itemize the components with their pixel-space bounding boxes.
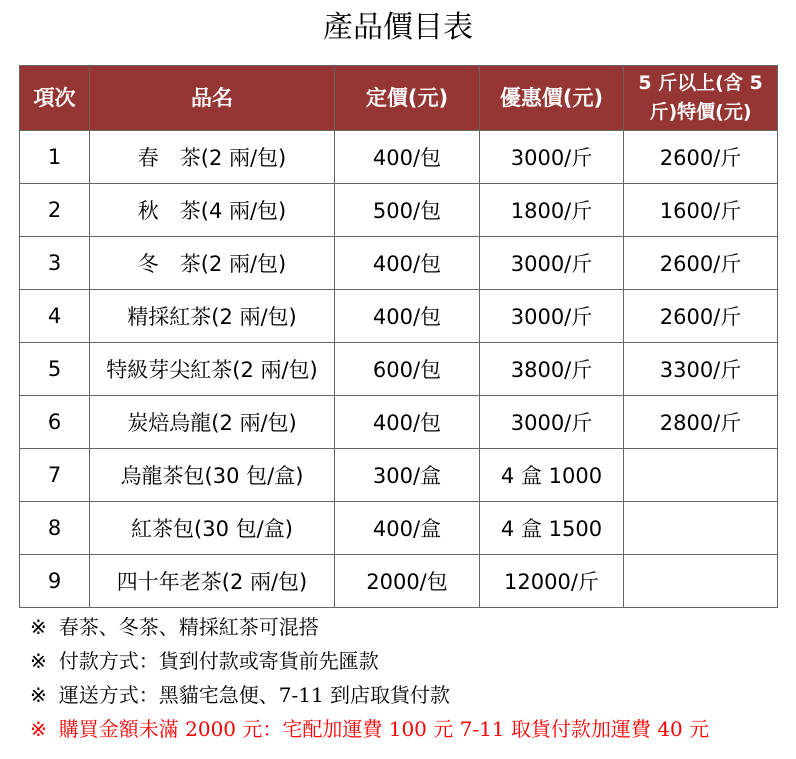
discount-price: 1800/斤 (480, 184, 624, 237)
product-name: 春 茶(2 兩/包) (90, 131, 335, 184)
product-name: 紅茶包(30 包/盒) (90, 502, 335, 555)
list-price: 600/包 (335, 343, 480, 396)
item-no: 9 (20, 555, 90, 608)
discount-price: 3000/斤 (480, 290, 624, 343)
item-no: 4 (20, 290, 90, 343)
list-price: 400/盒 (335, 502, 480, 555)
product-name: 秋 茶(4 兩/包) (90, 184, 335, 237)
page-title: 產品價目表 (323, 10, 473, 45)
discount-price: 4 盒 1000 (480, 449, 624, 502)
item-no: 3 (20, 237, 90, 290)
note-text: 運送方式：黑貓宅急便、7-11 到店取貨付款 (58, 683, 451, 707)
reference-mark: ※ (30, 683, 47, 707)
discount-price: 4 盒 1500 (480, 502, 624, 555)
item-no: 8 (20, 502, 90, 555)
discount-price: 3000/斤 (480, 396, 624, 449)
note-text: 付款方式：貨到付款或寄貨前先匯款 (58, 649, 379, 673)
product-name: 四十年老茶(2 兩/包) (90, 555, 335, 608)
table-row (20, 396, 778, 449)
list-price: 2000/包 (335, 555, 480, 608)
discount-price: 3800/斤 (480, 343, 624, 396)
list-price: 400/包 (335, 237, 480, 290)
header-list-price: 定價(元) (335, 66, 480, 131)
header-discount-price: 優惠價(元) (480, 66, 624, 131)
table-row (20, 555, 778, 608)
product-name: 冬 茶(2 兩/包) (90, 237, 335, 290)
item-no: 6 (20, 396, 90, 449)
reference-mark: ※ (30, 649, 47, 673)
discount-price: 12000/斤 (480, 555, 624, 608)
item-no: 7 (20, 449, 90, 502)
table-row (20, 502, 778, 555)
product-name: 特級芽尖紅茶(2 兩/包) (90, 343, 335, 396)
table-row (20, 184, 778, 237)
note-text: 購買金額未滿 2000 元：宅配加運費 100 元 7-11 取貨付款加運費 40 元 (58, 717, 710, 741)
note-text: 春茶、冬茶、精採紅茶可混搭 (58, 615, 319, 639)
header-name: 品名 (90, 66, 335, 131)
table-row (20, 343, 778, 396)
list-price: 400/包 (335, 290, 480, 343)
discount-price: 3000/斤 (480, 237, 624, 290)
product-name: 炭焙烏龍(2 兩/包) (90, 396, 335, 449)
table-row (20, 290, 778, 343)
product-name: 烏龍茶包(30 包/盒) (90, 449, 335, 502)
list-price: 400/包 (335, 396, 480, 449)
list-price: 300/盒 (335, 449, 480, 502)
note-shipping-fee (30, 712, 709, 746)
special-price: 1600/斤 (624, 184, 778, 237)
header-special-price: 5 斤以上(含 5 斤)特價(元) (624, 66, 778, 131)
list-price: 500/包 (335, 184, 480, 237)
item-no: 1 (20, 131, 90, 184)
note-mix (30, 610, 709, 644)
table-row (20, 449, 778, 502)
table-row (20, 131, 778, 184)
reference-mark: ※ (30, 615, 47, 639)
special-price (624, 555, 778, 608)
special-price: 2600/斤 (624, 131, 778, 184)
special-price: 2800/斤 (624, 396, 778, 449)
price-table (19, 65, 778, 608)
table-row (20, 237, 778, 290)
table-header-row (20, 66, 778, 131)
note-payment (30, 644, 709, 678)
special-price (624, 502, 778, 555)
list-price: 400/包 (335, 131, 480, 184)
reference-mark: ※ (30, 717, 47, 741)
special-price (624, 449, 778, 502)
special-price: 2600/斤 (624, 290, 778, 343)
special-price: 3300/斤 (624, 343, 778, 396)
item-no: 2 (20, 184, 90, 237)
special-price: 2600/斤 (624, 237, 778, 290)
note-shipping (30, 678, 709, 712)
header-item: 項次 (20, 66, 90, 131)
product-name: 精採紅茶(2 兩/包) (90, 290, 335, 343)
discount-price: 3000/斤 (480, 131, 624, 184)
notes-section (30, 610, 709, 746)
item-no: 5 (20, 343, 90, 396)
